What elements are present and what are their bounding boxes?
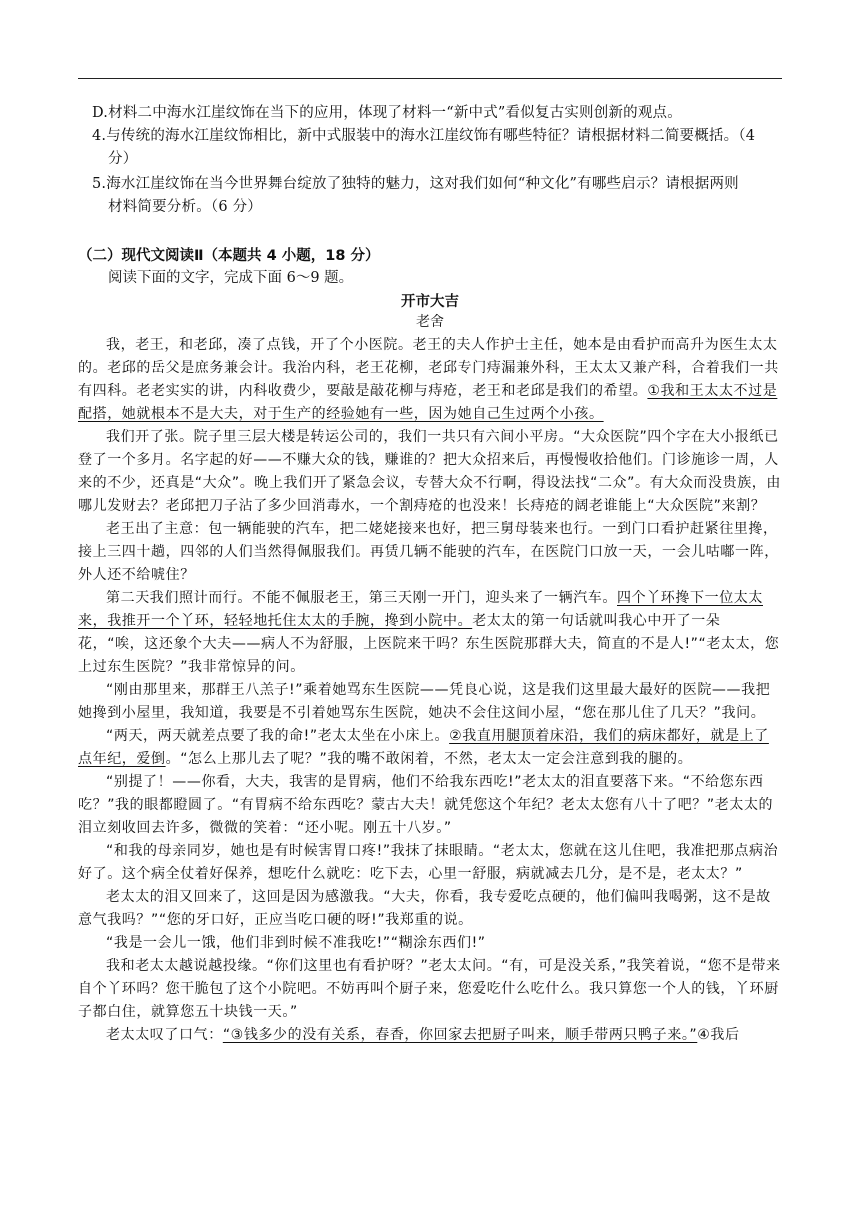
question-4-line-2: 分） xyxy=(108,151,138,167)
paragraph-1: 我，老王，和老邱，凑了点钱，开了个小医院。老王的夫人作护士主任，她本是由看护而高升为医生太太的。老邱的岳父是庶务兼会计。我治内科，老王花柳，老邱专门痔漏兼外科，王太太又兼产科，合着我们一共有四科。老老实实的讲，内科收费少，要敲是敲花柳与痔疮，老王和老邱是我们的希望。①我和王太太不过是配搭，她就根本不是大夫，对于生产的经验她有一些，因为她自己生过两个小孩。 xyxy=(78,337,779,422)
paragraph-6: “两天，两天就差点要了我的命!”老太太坐在小床上。②我直用腿顶着床沿，我们的病床都好，就是上了点年纪，爱倒。“怎么上那儿去了呢？”我的嘴不敢闲着，不然，老太太一定会注意到我的腿的。 xyxy=(78,728,769,767)
paragraph-4: 第二天我们照计而行。不能不佩服老王，第三天刚一开门，迎头来了一辆汽车。四个丫环搀下一位太太来，我推开一个丫环，轻轻地托住太太的手腕，搀到小院中。老太太的第一句话就叫我心中开了一朵花，“唉，这还象个大夫——病人不为舒服，上医院来干吗？东生医院那群大夫，简直的不是人!”“老太太，您上过东生医院？”我非常惊异的问。 xyxy=(78,590,780,675)
underlined-sentence-4: 四个丫环搀下一位太太来，我推开一个丫环，轻轻地托住太太的手腕，搀到小院中。 xyxy=(78,590,763,629)
underlined-sentence-2: ②我直用腿顶着床沿，我们的病床都好，就是上了点年纪，爱倒 xyxy=(78,728,769,767)
paragraph-7: “别提了！——你看，大夫，我害的是胃病，他们不给我东西吃!”老太太的泪直要落下来。“不给您东西吃？”我的眼都瞪圆了。“有胃病不给东西吃？蒙古大夫！就凭您这个年纪？老太太您有八十了吧？”老太太的泪立刻收回去许多，微微的笑着：“还小呢。刚五十八岁。” xyxy=(78,774,774,836)
paragraph-2: 我们开了张。院子里三层大楼是转运公司的，我们一共只有六间小平房。“大众医院”四个字在大小报纸已登了一个多月。名字起的好——不赚大众的钱，赚谁的？把大众招来后，再慢慢收拾他们。门诊施诊一周，人来的不少，还真是“大众”。晚上我们开了紧急会议，专替大众不行啊，得设法找“二众”。有大众而没贵族，由哪儿发财去？老邱把刀子沾了多少回消毒水，一个割痔疮的也没来！长痔疮的阔老谁能上“大众医院”来割？ xyxy=(78,429,782,514)
paragraph-5: “刚由那里来，那群王八羔子!”乘着她骂东生医院——凭良心说，这是我们这里最大最好的医院——我把她搀到小屋里，我知道，我要是不引着她骂东生医院，她决不会住这间小屋，“您在那儿住了几天？”我问。 xyxy=(78,682,771,721)
question-4-line-1: 4.与传统的海水江崖纹饰相比，新中式服装中的海水江崖纹饰有哪些特征？请根据材料二简要概括。（4 xyxy=(92,128,756,144)
section-heading: （二）现代文阅读Ⅱ（本题共 4 小题，18 分） xyxy=(78,248,380,264)
underlined-sentence-3: “③钱多少的没有关系，春香，你回家去把厨子叫来，顺手带两只鸭子来。” xyxy=(222,1027,698,1043)
article-author: 老舍 xyxy=(416,314,444,330)
paragraph-3: 老王出了主意：包一辆能驶的汽车，把二姥姥接来也好，把三舅母装来也行。一到门口看护赶紧往里搀，接上三四十趟，四邻的人们当然得佩服我们。再赁几辆不能驶的汽车，在医院门口放一天，一会儿咕嘟一阵，外人还不给唬住？ xyxy=(78,521,779,583)
paragraph-10: “我是一会儿一饿，他们非到时候不准我吃!”“糊涂东西们!” xyxy=(106,935,486,951)
paragraph-12: 老太太叹了口气：“③钱多少的没有关系，春香，你回家去把厨子叫来，顺手带两只鸭子来。”④我后 xyxy=(106,1027,740,1043)
underlined-sentence-1: ①我和王太太不过是配搭，她就根本不是大夫，对于生产的经验她有一些，因为她自己生过两个小孩。 xyxy=(78,383,778,422)
article-body xyxy=(78,334,782,1047)
header-rule xyxy=(78,78,782,79)
paragraph-11: 我和老太太越说越投缘。“你们这里也有看护呀？”老太太问。“有，可是没关系，”我笑着说，“您不是带来自个丫环吗？您干脆包了这个小院吧。不妨再叫个厨子来，您爱吃什么吃什么。我只算您一个人的钱，丫环厨子都白住，就算您五十块钱一天。” xyxy=(78,958,781,1020)
question-5-line-2: 材料简要分析。（6 分） xyxy=(108,199,262,215)
option-d-text: D.材料二中海水江崖纹饰在当下的应用，体现了材料一“新中式”看似复古实则创新的观点。 xyxy=(92,105,682,121)
article-title: 开市大吉 xyxy=(401,294,459,310)
reading-instruction: 阅读下面的文字，完成下面 6～9 题。 xyxy=(108,270,354,286)
paragraph-8: “和我的母亲同岁，她也是有时候害胃口疼!”我抹了抹眼睛。“老太太，您就在这儿住吧，我准把那点病治好了。这个病全仗着好保养，想吃什么就吃：吃下去，心里一舒服，病就减去几分，是不是，老太太？” xyxy=(78,843,779,882)
paragraph-9: 老太太的泪又回来了，这回是因为感激我。“大夫，你看，我专爱吃点硬的，他们偏叫我喝粥，这不是故意气我吗？”“您的牙口好，正应当吃口硬的呀!”我郑重的说。 xyxy=(78,889,771,928)
question-5-line-1: 5.海水江崖纹饰在当今世界舞台绽放了独特的魅力，这对我们如何“种文化”有哪些启示？请根据两则 xyxy=(92,176,739,192)
